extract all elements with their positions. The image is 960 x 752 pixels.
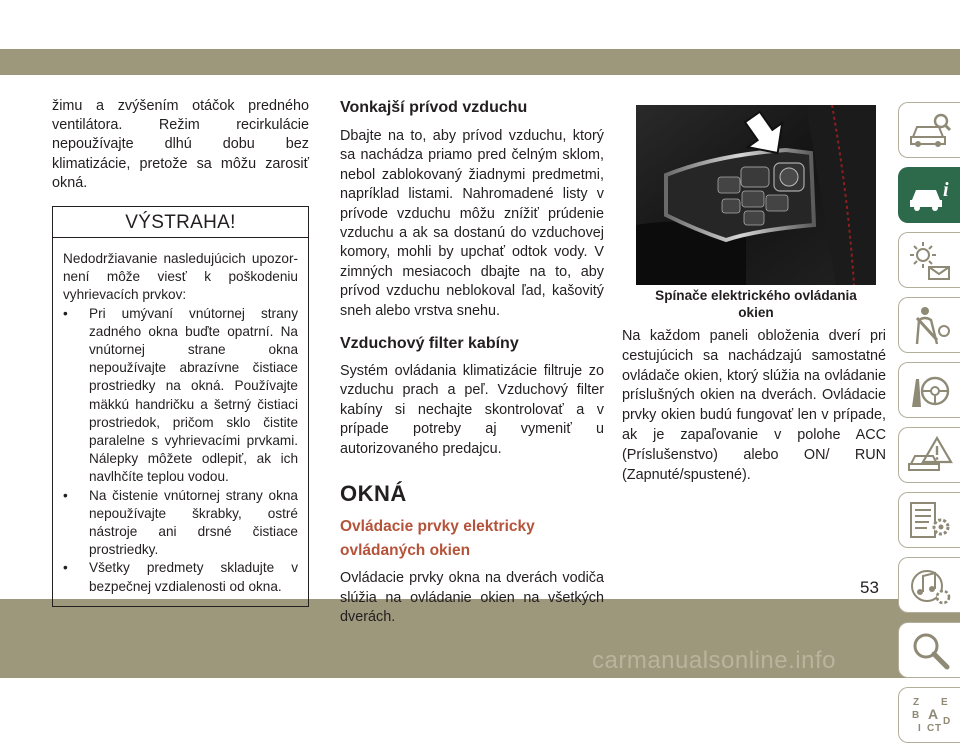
checklist-gear-icon bbox=[907, 499, 953, 541]
index-letter: I bbox=[917, 723, 921, 734]
chapter-tabs bbox=[898, 102, 960, 752]
paragraph-passenger-switches: Na každom paneli obloženia dverí pri cestujúcich sa nachádzajú samostatné ovládače okien, ktorý slúžia na ovládanie príslušných okien na dverách. Ovládacie prvky okien budú fungovať len v prípade, ak je zapaľovanie v polohe ACC (Príslušenstvo) alebo ON/ RUN (Zapnuté/spustené). bbox=[622, 328, 886, 483]
column-3 bbox=[622, 327, 886, 485]
tab-alphabet-index[interactable] bbox=[898, 687, 960, 743]
warning-box bbox=[52, 206, 309, 607]
index-letter: E bbox=[940, 697, 948, 708]
tab-seatbelt[interactable] bbox=[898, 297, 960, 353]
warning-item: • Na čistenie vnútornej strany okna nepoužívajte škrabky, ostré nástroje ani drsné čistiace prostriedky. bbox=[63, 487, 298, 558]
index-letter: Z bbox=[912, 697, 919, 708]
warning-body bbox=[53, 238, 308, 606]
tab-steering-wheel[interactable] bbox=[898, 362, 960, 418]
warning-item: • Pri umývaní vnútornej strany zadného okna buďte opatrní. Na vnútornej strane okna nepoužívajte abrazívne čistiace prostriedky na okná. Používajte mäkkú handričku a šetrný čistiaci prostriedok, pričom sklo čistite paralelne s vyhrievacími prvkami. Nálepky môžete odlepiť, ak ich navlhčíte teplou vodou. bbox=[63, 305, 298, 485]
warning-lead: Nedodržiavanie nasledujúcich upozornení môže viesť k poškodeniu vyhrievacích prvkov: bbox=[63, 251, 298, 303]
door-panel-image bbox=[636, 105, 876, 285]
tab-sun-signal[interactable] bbox=[898, 232, 960, 288]
tab-music-gear[interactable] bbox=[898, 557, 960, 613]
tab-magnifier[interactable] bbox=[898, 622, 960, 678]
tab-car-search[interactable] bbox=[898, 102, 960, 158]
index-letter: C bbox=[926, 723, 934, 734]
window-switch-photo bbox=[636, 105, 876, 285]
tab-warning-car[interactable] bbox=[898, 427, 960, 483]
steering-wheel-icon bbox=[907, 369, 953, 411]
watermark: carmanualsonline.info bbox=[592, 647, 836, 674]
heading-cabin-filter: Vzduchový filter kabíny bbox=[340, 335, 519, 353]
tab-car-info[interactable] bbox=[898, 167, 960, 223]
photo-caption: Spínače elektrického ovládania okien bbox=[655, 288, 857, 320]
column-1 bbox=[52, 97, 309, 607]
page-number: 53 bbox=[860, 578, 879, 597]
paragraph-cabin-filter: Systém ovládania klimatizácie filtruje zo vzduchu prach a peľ. Vzduchový filter kabíny si nechajte skontrolovať a v prípade potreby aj vymeniť u autorizovaného predajcu. bbox=[340, 363, 604, 457]
seatbelt-icon bbox=[907, 304, 953, 346]
car-info-icon bbox=[907, 174, 953, 216]
section-title-windows: OKNÁ bbox=[340, 481, 407, 507]
car-search-icon bbox=[907, 109, 953, 151]
alphabet-index-icon bbox=[907, 694, 953, 736]
tab-checklist-gear[interactable] bbox=[898, 492, 960, 548]
magnifier-icon bbox=[907, 629, 953, 671]
header-band bbox=[0, 49, 960, 75]
index-letter: B bbox=[911, 710, 919, 721]
warning-title: VÝSTRAHA! bbox=[53, 207, 308, 238]
paragraph-outside-air: Dbajte na to, aby prívod vzduchu, ktorý sa nachádza priamo pred čelným sklom, nebol zablokovaný žiadnymi predmetmi, napríklad listami. Nahromadené listy v prívode vzduchu môžu znížiť prúdenie vzduchu a ak sa dostanú do vzduchovej komory, mohli by upchať odtok vody. V zimných mesiacoch dbajte na to, aby prívod vzduchu neblokoval ľad, kašovitý sneh alebo vrstva snehu. bbox=[340, 128, 604, 319]
paragraph-window-controls: Ovládacie prvky okna na dverách vodiča slúžia na ovládanie okien na všetkých dverách. bbox=[340, 570, 604, 625]
sun-signal-icon bbox=[907, 239, 953, 281]
music-gear-icon bbox=[907, 564, 953, 606]
heading-outside-air: Vonkajší prívod vzduchu bbox=[340, 99, 528, 116]
index-letter: T bbox=[934, 723, 941, 734]
index-letter: D bbox=[942, 716, 950, 727]
column-2 bbox=[340, 97, 604, 627]
intro-paragraph: žimu a zvýšením otáčok predného ventilátora. Režim recirkulácie nepoužívajte dlhú dobu bez klimatizácie, pretože sa môžu zarosiť okná. bbox=[52, 98, 309, 191]
subsection-title: Ovládacie prvky elektricky ovládaných okien bbox=[340, 518, 535, 560]
svg-text:i: i bbox=[942, 179, 949, 201]
warning-item: • Všetky predmety skladujte v bezpečnej vzdialenosti od okna. bbox=[63, 560, 298, 594]
warning-car-icon bbox=[907, 434, 953, 476]
index-letter: A bbox=[927, 706, 938, 722]
